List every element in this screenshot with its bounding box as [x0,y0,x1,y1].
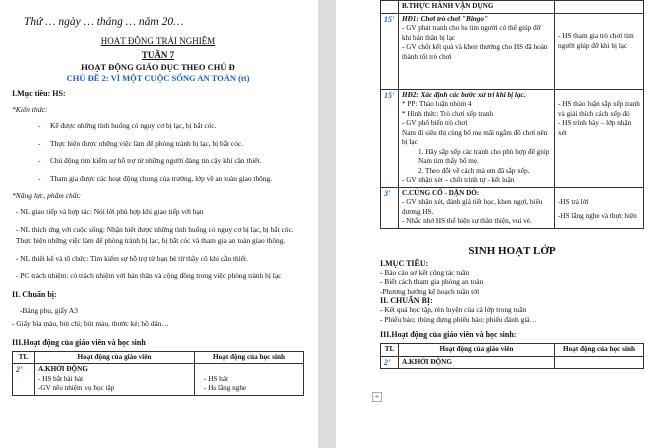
student-cell [555,187,644,228]
week-title: TUẦN 7 [141,50,175,60]
knowledge-list [38,120,304,184]
row-line: - GV nhận xét – chốt trình tự - kết luận [402,176,515,184]
table-move-handle[interactable]: + [372,392,382,402]
objective-item: - Báo cáo sơ kết công tác tuần [380,267,470,277]
student-cell [555,13,644,89]
document-page-right [336,0,650,448]
chude-title: CHỦ ĐỀ 2: VÌ MỘT CUỘC SỐNG AN TOÀN (tt) [66,73,250,83]
time-cell: 15' [381,89,399,187]
time-cell: 2' [13,364,35,396]
teacher-cell: A.KHỞI ĐỘNG [399,356,555,369]
teacher-cell [399,13,555,89]
row-line: - HS trình bày – lớp nhận xét [558,119,632,137]
row-line: -GV nêu nhiệm vụ học tập [38,384,115,392]
row-title: C.CỦNG CỐ - DẶN DÒ: [402,188,480,197]
topic-title: HOẠT ĐỘNG GIÁO DỤC THEO CHỦ Đ [81,62,235,72]
table-header-cell: TL [381,344,399,357]
row-line: 2. Theo đỗi về cách mà em đã sắp xếp. [418,166,530,175]
student-cell [555,89,644,187]
teacher-cell [35,364,195,396]
competence-label: *Năng lực, phẩm chất: [12,191,82,200]
table-row [381,356,644,369]
preparation-heading: II. Chuẩn bị: [12,289,57,299]
table-header-cell: Hoạt động của học sinh [195,351,304,364]
table-row [381,13,644,89]
class-activity-table [380,343,644,369]
table-row [381,89,644,187]
student-cell [555,356,644,369]
time-cell: 3' [381,187,399,228]
row-title: HĐ1: Chơi trò chơi "Bingo" [402,14,488,23]
table-header-row [381,344,644,357]
activities-heading: III.Hoạt động của giáo viên và học sinh: [380,330,517,339]
class-activity-title: SINH HOẠT LỚP [468,244,556,257]
knowledge-item: - Tham gia được các hoạt động chung của trường, lớp về an toàn giao thông. [38,173,304,185]
row-line: Nam đi siêu thị cùng bố mẹ mãi ngắm đồ chơi nên bị lạc [402,128,548,146]
knowledge-label: *Kiến thức: [12,105,48,114]
objectives-heading: I.Mục tiêu: HS: [12,89,66,98]
objectives-heading: I.MỤC TIÊU: [380,258,429,268]
activity-title: HOẠT ĐỘNG TRẢI NGHIỆM [100,36,216,46]
row-line: -HS trả lời [558,198,589,206]
row-line: - HS thảo luận sắp xếp tranh và giải thích cách xếp đó [558,100,640,118]
row-line: * PP: Thảo luận nhóm 4 [402,100,472,108]
table-header-cell: Hoạt động của giáo viên [399,344,555,357]
row-line: - HS hát [204,374,228,383]
teacher-cell [399,89,555,187]
table-header-cell: Hoạt động của học sinh [555,344,644,357]
competence-para: - NL thích ứng với cuộc sống: Nhận biết được những tình huống có nguy cơ bị lạc, bị bắt cóc. Thực hiện những việc làm để phòng tránh bị lạc, bị bắt cóc và tham gia an toàn giao thông. [16,224,294,245]
page-gap [318,0,336,448]
objective-item: - Biết cách tham gia phòng an toàn [380,277,484,286]
objective-item: -Phương hướng kế hoạch tuần tới [380,286,480,296]
preparation-item: - Kết quả học tập, rèn luyện của cả lớp trong tuần [380,305,527,314]
row-title: A.KHỞI ĐỘNG [38,365,88,373]
competence-para: - NL giao tiếp và hợp tác: Nói lời phù hợp khi giao tiếp với bạn [16,207,204,216]
preparation-item: -Bảng phụ, giấy A3 [20,305,78,315]
table-row [381,187,644,228]
knowledge-item: - Thực hiện được những việc làm để phòng tránh bị lạc, bị bắt cóc. [38,138,304,150]
table-header-cell: TL [13,351,35,364]
row-line: - GV nhận xét, đánh giá tiết học, khen ngợi, biểu dương HS. [402,198,543,216]
teacher-cell [399,187,555,228]
row-line: - HS tham gia trò chơi tìm người giúp đỡ khi bị lạc [558,32,634,50]
table-header-cell: Hoạt động của giáo viên [35,351,195,364]
document-page-left [0,0,318,448]
competence-para: - PC trách nhiệm: có trách nhiệm với bản thân và cộng đồng trong việc phòng tránh bị lạc [16,271,282,280]
preparation-item: - Giấy bìa màu, bút chì; bút màu, thước kẻ; hồ dán… [12,319,169,328]
student-cell [195,364,304,396]
row-line: - GV chốt kết quả và khen thưởng cho HS đã hoàn thành tốt trò chơi [402,43,548,61]
knowledge-item: - Kể được những tình huống có nguy cơ bị lạc, bị bắt cóc. [38,120,304,132]
row-line: 1. Hãy sắp xếp các tranh cho phù hợp để giúp Nam tìm thấy bố mẹ. [418,147,550,165]
preparation-item: - Phiếu báo; thùng đựng phiếu báo; phiếu đánh giá… [380,314,537,324]
row-line: - Hs lắng nghe [204,384,247,392]
time-cell: 15' [381,13,399,89]
table-row [13,364,304,396]
table-header-row [13,351,304,364]
preparation-heading: II. CHUẨN BỊ: [380,296,433,305]
time-cell: 2' [381,356,399,369]
student-cell [555,1,644,14]
row-line: - Nhắc nhở HS thể hiện sự thân thiện, vui vẻ. [402,217,532,225]
row-line: - GV phổ biến trò chơi [402,119,468,127]
activities-table [12,351,304,396]
knowledge-item: - Chủ động tìm kiếm sự hỗ trợ từ những người đáng tin cậy khi cần thiết. [38,155,304,167]
competence-para: - NL thiết kế và tổ chức: Tìm kiếm sự hỗ trợ từ bạn bè từ thầy cô khi cần thiết. [16,253,248,263]
date-line: Thứ … ngày … tháng … năm 20… [24,16,184,28]
activities-heading: III.Hoạt động của giáo viên và học sinh [12,337,146,347]
row-line: * Hình thức: Trò chơi xếp tranh [402,109,494,118]
section-title-cell: B.THỰC HÀNH VẬN DỤNG [399,1,555,14]
activities-table-continued [380,0,644,229]
row-line: -HS lắng nghe và thực hiện [558,211,637,220]
row-line: - HS bắt bài hát [38,374,84,383]
row-title: HĐ2: Xác định các bước xử trí khi bị lạc. [402,90,526,99]
row-line: - GV phát tranh cho hs tìm người có thể giúp đỡ khi bản thân bị lạc [402,24,541,42]
table-row [381,1,644,14]
time-cell [381,1,399,14]
